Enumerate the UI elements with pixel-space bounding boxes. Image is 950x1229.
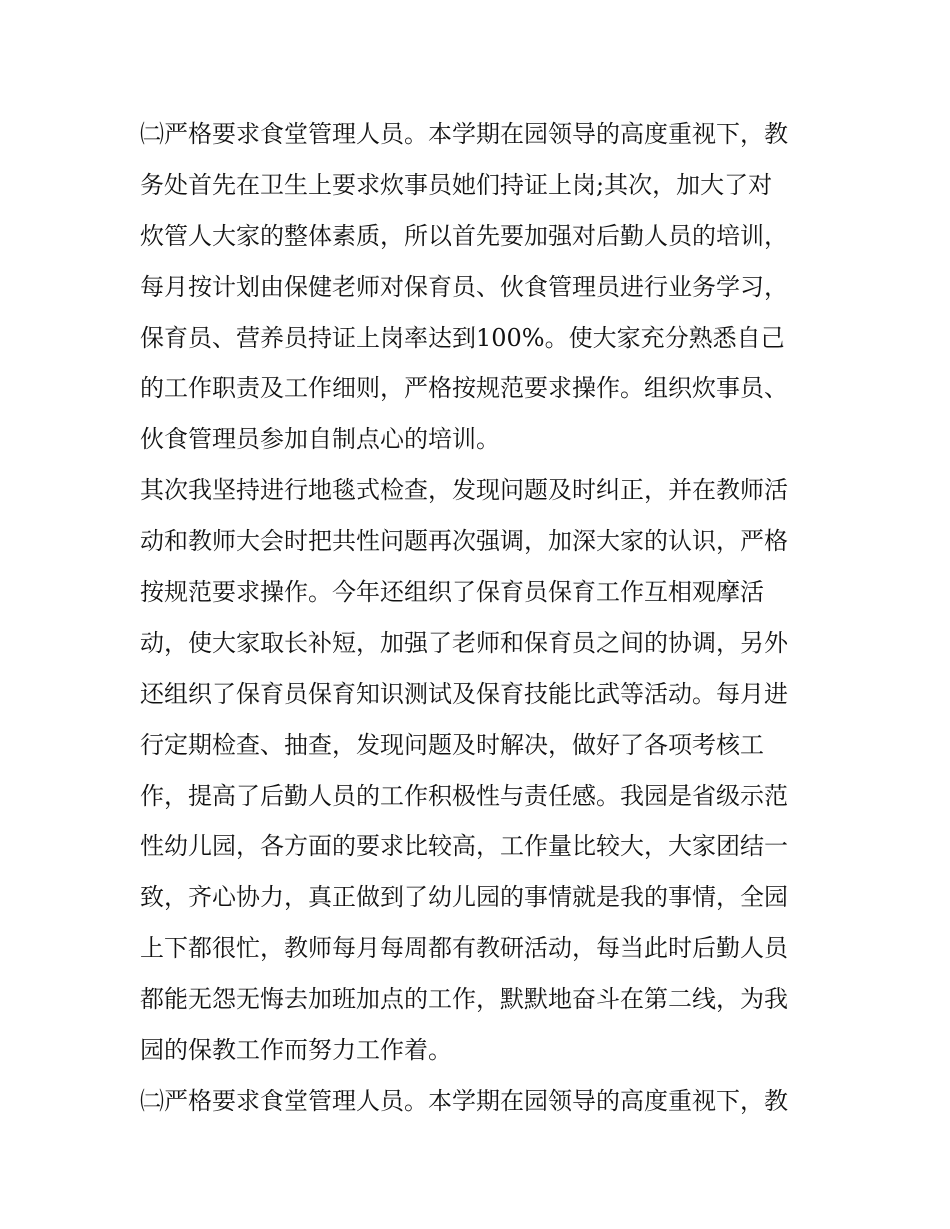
text-line: 动和教师大会时把共性问题再次强调，加深大家的认识，严格 bbox=[140, 527, 788, 556]
text-line: ㈡严格要求食堂管理人员。本学期在园领导的高度重视下，教 bbox=[140, 120, 788, 148]
text-line: 上下都很忙，教师每月每周都有教研活动，每当此时后勤人员 bbox=[140, 934, 788, 963]
text-line: 性幼儿园，各方面的要求比较高，工作量比较大，大家团结一 bbox=[140, 832, 788, 861]
text-line: 动，使大家取长补短，加强了老师和保育员之间的协调，另外 bbox=[140, 628, 788, 657]
text-line: 致，齐心协力，真正做到了幼儿园的事情就是我的事情，全园 bbox=[140, 883, 788, 912]
text-line: 的工作职责及工作细则，严格按规范要求操作。组织炊事员、 bbox=[140, 374, 788, 403]
text-line: 行定期检查、抽查，发现问题及时解决，做好了各项考核工 bbox=[140, 730, 764, 759]
text-line: ㈡严格要求食堂管理人员。本学期在园领导的高度重视下，教 bbox=[140, 1086, 788, 1115]
text-line: 其次我坚持进行地毯式检查，发现问题及时纠正，并在教师活 bbox=[140, 476, 788, 505]
document-body bbox=[140, 109, 820, 1127]
text-line: 炊管人大家的整体素质，所以首先要加强对后勤人员的培训， bbox=[140, 221, 788, 250]
text-line: 按规范要求操作。今年还组织了保育员保育工作互相观摩活 bbox=[140, 578, 764, 607]
text-line: 作，提高了后勤人员的工作积极性与责任感。我园是省级示范 bbox=[140, 781, 788, 810]
text-line: 每月按计划由保健老师对保育员、伙食管理员进行业务学习， bbox=[140, 272, 788, 301]
text-line: 务处首先在卫生上要求炊事员她们持证上岗;其次，加大了对 bbox=[140, 170, 773, 199]
text-line: 还组织了保育员保育知识测试及保育技能比武等活动。每月进 bbox=[140, 679, 788, 708]
text-line: 伙食管理员参加自制点心的培训。 bbox=[140, 425, 500, 454]
text-line: 保育员、营养员持证上岗率达到100%。使大家充分熟悉自己 bbox=[140, 323, 785, 352]
text-line: 园的保教工作而努力工作着。 bbox=[140, 1036, 452, 1065]
text-line: 都能无怨无悔去加班加点的工作，默默地奋斗在第二线，为我 bbox=[140, 985, 788, 1014]
